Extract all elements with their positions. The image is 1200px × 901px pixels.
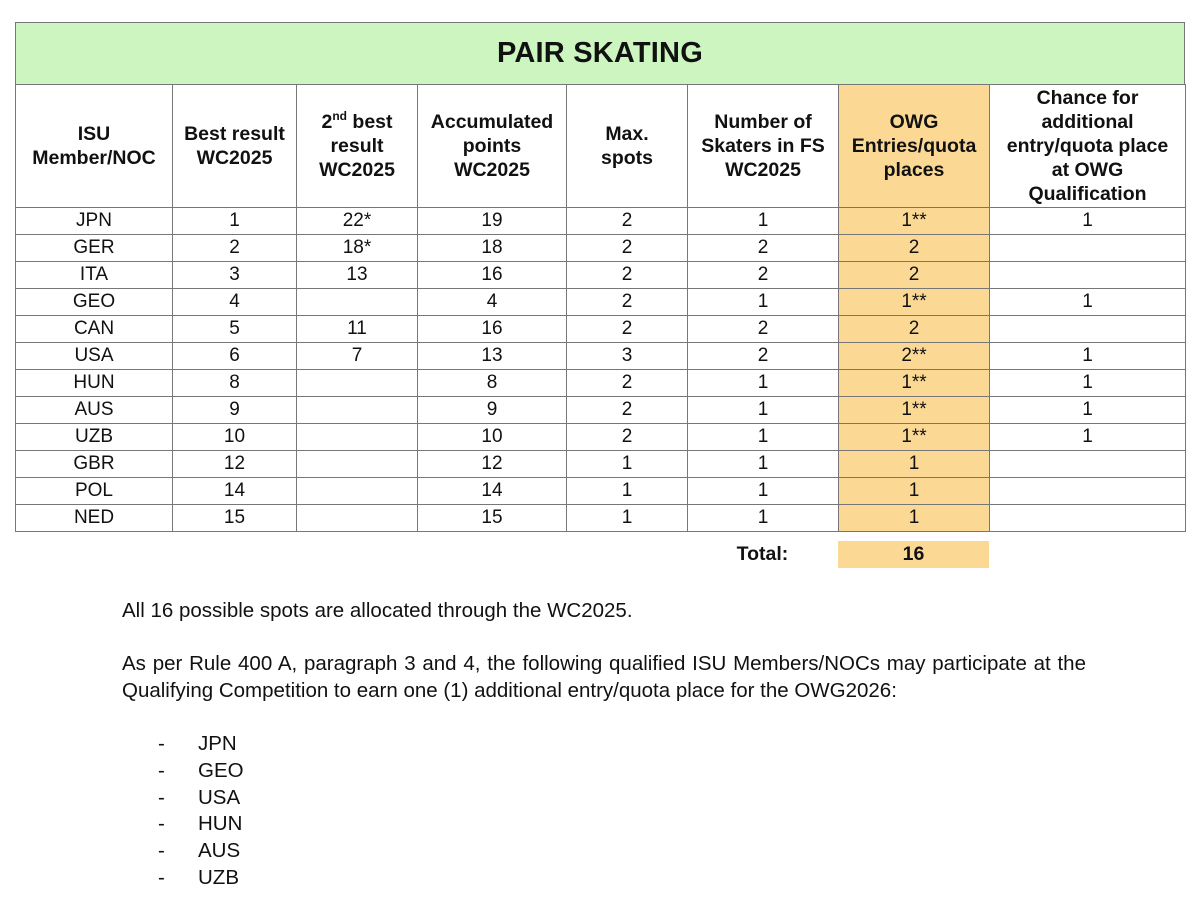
noc-cell: HUN — [16, 370, 173, 397]
additional-chance-cell: 1 — [990, 370, 1186, 397]
header-accumulated-points: Accumulated points WC2025 — [418, 85, 567, 208]
additional-chance-cell: 1 — [990, 424, 1186, 451]
owg-entries-cell: 2 — [839, 262, 990, 289]
max-spots-cell: 2 — [567, 235, 688, 262]
best-result-cell: 6 — [173, 343, 297, 370]
additional-chance-cell — [990, 478, 1186, 505]
table-row — [16, 235, 1186, 262]
results-table — [15, 84, 1186, 532]
header-owg-entries: OWG Entries/quota places — [839, 85, 990, 208]
max-spots-cell: 2 — [567, 370, 688, 397]
noc-cell: USA — [16, 343, 173, 370]
additional-chance-cell — [990, 262, 1186, 289]
owg-entries-cell: 1** — [839, 370, 990, 397]
noc-cell: ITA — [16, 262, 173, 289]
accumulated-points-cell: 10 — [418, 424, 567, 451]
second-best-cell — [297, 478, 418, 505]
table-title: PAIR SKATING — [15, 22, 1185, 85]
second-best-cell: 18* — [297, 235, 418, 262]
table-row — [16, 343, 1186, 370]
owg-entries-cell: 1 — [839, 505, 990, 532]
table-row — [16, 451, 1186, 478]
skaters-cell: 1 — [688, 424, 839, 451]
max-spots-cell: 1 — [567, 478, 688, 505]
second-best-cell — [297, 424, 418, 451]
owg-entries-cell: 1** — [839, 208, 990, 235]
max-spots-cell: 1 — [567, 505, 688, 532]
list-item — [158, 865, 244, 892]
accumulated-points-cell: 12 — [418, 451, 567, 478]
list-item — [158, 838, 244, 865]
best-result-cell: 2 — [173, 235, 297, 262]
skaters-cell: 1 — [688, 505, 839, 532]
noc-cell: NED — [16, 505, 173, 532]
table-row — [16, 370, 1186, 397]
max-spots-cell: 2 — [567, 424, 688, 451]
additional-chance-cell — [990, 451, 1186, 478]
noc-cell: UZB — [16, 424, 173, 451]
additional-chance-cell — [990, 235, 1186, 262]
best-result-cell: 15 — [173, 505, 297, 532]
header-second-best: 2nd best result WC2025 — [297, 85, 418, 208]
second-best-cell — [297, 397, 418, 424]
table-row — [16, 424, 1186, 451]
owg-entries-cell: 2** — [839, 343, 990, 370]
second-best-cell — [297, 289, 418, 316]
owg-entries-cell: 1 — [839, 478, 990, 505]
qualified-noc-list — [158, 731, 244, 892]
second-best-cell — [297, 451, 418, 478]
header-max-spots: Max. spots — [567, 85, 688, 208]
table-row — [16, 208, 1186, 235]
max-spots-cell: 1 — [567, 451, 688, 478]
noc-cell: GBR — [16, 451, 173, 478]
best-result-cell: 9 — [173, 397, 297, 424]
noc-cell: GER — [16, 235, 173, 262]
list-dash: - — [158, 865, 165, 889]
accumulated-points-cell: 18 — [418, 235, 567, 262]
list-dash: - — [158, 732, 165, 755]
best-result-cell: 14 — [173, 478, 297, 505]
additional-chance-cell — [990, 316, 1186, 343]
best-result-cell: 10 — [173, 424, 297, 451]
table-body — [16, 208, 1186, 532]
header-noc: ISU Member/NOC — [16, 85, 173, 208]
additional-chance-cell: 1 — [990, 343, 1186, 370]
max-spots-cell: 3 — [567, 343, 688, 370]
best-result-cell: 5 — [173, 316, 297, 343]
list-item — [158, 758, 244, 785]
accumulated-points-cell: 13 — [418, 343, 567, 370]
max-spots-cell: 2 — [567, 262, 688, 289]
list-dash: - — [158, 812, 165, 836]
second-best-cell: 22* — [297, 208, 418, 235]
list-item — [158, 731, 244, 758]
additional-chance-cell: 1 — [990, 397, 1186, 424]
skaters-cell: 2 — [688, 262, 839, 289]
best-result-cell: 1 — [173, 208, 297, 235]
max-spots-cell: 2 — [567, 397, 688, 424]
list-dash: - — [158, 785, 165, 809]
table-row — [16, 478, 1186, 505]
header-best-result: Best result WC2025 — [173, 85, 297, 208]
list-item-text: JPN — [198, 732, 237, 755]
max-spots-cell: 2 — [567, 208, 688, 235]
noc-cell: AUS — [16, 397, 173, 424]
list-item-text: USA — [198, 785, 241, 809]
owg-entries-cell: 2 — [839, 316, 990, 343]
accumulated-points-cell: 8 — [418, 370, 567, 397]
accumulated-points-cell: 14 — [418, 478, 567, 505]
second-best-cell — [297, 505, 418, 532]
best-result-cell: 4 — [173, 289, 297, 316]
owg-entries-cell: 1** — [839, 289, 990, 316]
table-row — [16, 262, 1186, 289]
best-result-cell: 12 — [173, 451, 297, 478]
header-additional-chance: Chance for additional entry/quota place at OWG Qualification — [990, 85, 1186, 208]
noc-cell: POL — [16, 478, 173, 505]
table-row — [16, 397, 1186, 424]
skaters-cell: 2 — [688, 343, 839, 370]
total-label: Total: — [736, 543, 789, 565]
list-dash: - — [158, 839, 165, 863]
second-best-cell — [297, 370, 418, 397]
skaters-cell: 1 — [688, 397, 839, 424]
list-item-text: UZB — [198, 865, 239, 889]
list-item-text: AUS — [198, 839, 241, 863]
noc-cell: JPN — [16, 208, 173, 235]
list-item-text: HUN — [198, 812, 243, 836]
allocation-note: All 16 possible spots are allocated through the WC2025. — [122, 599, 633, 622]
accumulated-points-cell: 15 — [418, 505, 567, 532]
max-spots-cell: 2 — [567, 289, 688, 316]
list-item — [158, 811, 244, 838]
owg-entries-cell: 1** — [839, 397, 990, 424]
header-row — [16, 85, 1186, 208]
skaters-cell: 1 — [688, 289, 839, 316]
best-result-cell: 8 — [173, 370, 297, 397]
additional-chance-cell — [990, 505, 1186, 532]
list-item — [158, 785, 244, 812]
owg-entries-cell: 1** — [839, 424, 990, 451]
list-item-text: GEO — [198, 758, 244, 782]
accumulated-points-cell: 16 — [418, 262, 567, 289]
noc-cell: CAN — [16, 316, 173, 343]
table-row — [16, 316, 1186, 343]
rule-paragraph: As per Rule 400 A, paragraph 3 and 4, the following qualified ISU Members/NOCs may participate at the Qualifying Competition to earn one (1) additional entry/quota place for the OWG2026: — [122, 652, 1086, 702]
owg-entries-cell: 1 — [839, 451, 990, 478]
accumulated-points-cell: 16 — [418, 316, 567, 343]
accumulated-points-cell: 9 — [418, 397, 567, 424]
second-best-cell: 13 — [297, 262, 418, 289]
accumulated-points-cell: 19 — [418, 208, 567, 235]
second-best-cell: 7 — [297, 343, 418, 370]
additional-chance-cell: 1 — [990, 208, 1186, 235]
skaters-cell: 2 — [688, 316, 839, 343]
noc-cell: GEO — [16, 289, 173, 316]
skaters-cell: 2 — [688, 235, 839, 262]
best-result-cell: 3 — [173, 262, 297, 289]
table-row — [16, 289, 1186, 316]
additional-chance-cell: 1 — [990, 289, 1186, 316]
table-row — [16, 505, 1186, 532]
skaters-cell: 1 — [688, 370, 839, 397]
total-value: 16 — [838, 541, 989, 568]
header-skaters-in-fs: Number of Skaters in FS WC2025 — [688, 85, 839, 208]
list-dash: - — [158, 758, 165, 782]
skaters-cell: 1 — [688, 208, 839, 235]
accumulated-points-cell: 4 — [418, 289, 567, 316]
owg-entries-cell: 2 — [839, 235, 990, 262]
max-spots-cell: 2 — [567, 316, 688, 343]
second-best-cell: 11 — [297, 316, 418, 343]
skaters-cell: 1 — [688, 451, 839, 478]
skaters-cell: 1 — [688, 478, 839, 505]
